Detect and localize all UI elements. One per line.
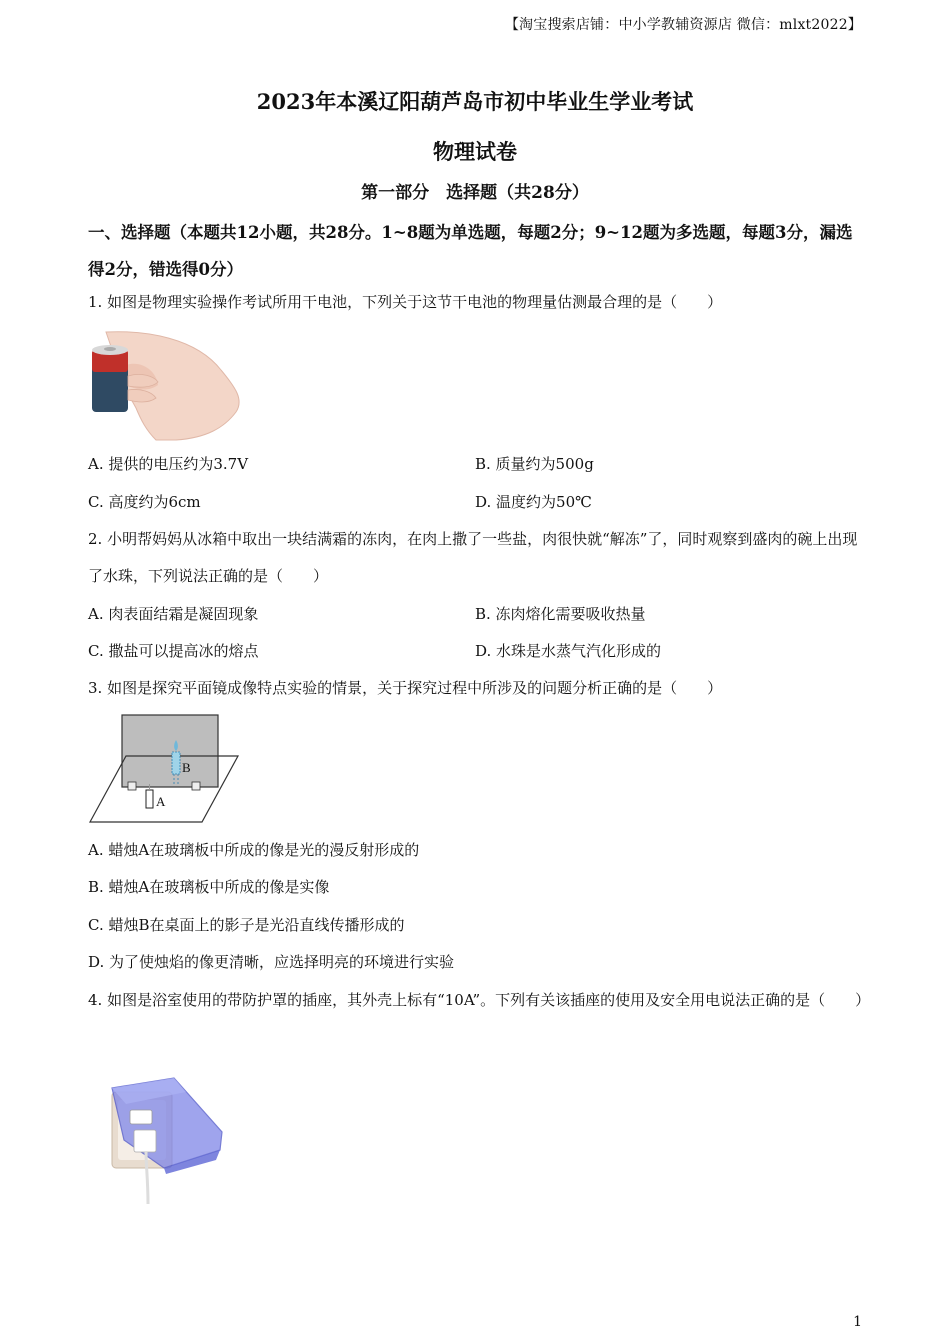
q2-option-c: C. 撒盐可以提高冰的熔点 — [88, 642, 259, 660]
question-3-stem: 3. 如图是探究平面镜成像特点实验的情景，关于探究过程中所涉及的问题分析正确的是（ ） — [88, 679, 723, 697]
battery-in-hand-figure — [86, 330, 246, 442]
header-note: 【淘宝搜索店铺：中小学教辅资源店 微信：mlxt2022】 — [504, 17, 862, 33]
candle-b-label: B — [182, 760, 191, 775]
candle-a-label: A — [156, 794, 166, 809]
question-4-stem: 4. 如图是浴室使用的带防护罩的插座，其外壳上标有“10A”。下列有关该插座的使用及安全用电说法正确的是（ ） — [88, 991, 871, 1009]
q3-option-a: A. 蜡烛A在玻璃板中所成的像是光的漫反射形成的 — [88, 841, 420, 859]
q2-option-b: B. 冻肉熔化需要吸收热量 — [475, 605, 646, 623]
q2-option-a: A. 肉表面结霜是凝固现象 — [88, 605, 259, 623]
question-2-stem: 2. 小明帮妈妈从冰箱中取出一块结满霜的冻肉，在肉上撒了一些盐，肉很快就“解冻”了，同时观察到盛肉的碗上出现了水珠，下列说法正确的是（ ） — [88, 530, 858, 585]
part-title: 第一部分 选择题（共28分） — [361, 183, 589, 203]
socket-with-cover-figure — [104, 1070, 228, 1206]
q1-option-d: D. 温度约为50℃ — [475, 493, 592, 511]
q1-option-c: C. 高度约为6cm — [88, 493, 201, 511]
page-number: 1 — [853, 1314, 862, 1330]
section-heading: 一、选择题（本题共12小题，共28分。1~8题为单选题，每题2分；9~12题为多选题，每题3分，漏选得2分，错选得0分） — [88, 223, 853, 279]
plane-mirror-figure — [86, 712, 246, 828]
q3-option-c: C. 蜡烛B在桌面上的影子是光沿直线传播形成的 — [88, 916, 405, 934]
q2-option-d: D. 水珠是水蒸气汽化形成的 — [475, 642, 662, 660]
exam-subtitle: 物理试卷 — [433, 139, 517, 164]
question-1-stem: 1. 如图是物理实验操作考试所用干电池，下列关于这节干电池的物理量估测最合理的是（ ） — [88, 293, 723, 311]
q1-option-b: B. 质量约为500g — [475, 455, 594, 473]
q3-option-b: B. 蜡烛A在玻璃板中所成的像是实像 — [88, 878, 330, 896]
q3-option-d: D. 为了使烛焰的像更清晰，应选择明亮的环境进行实验 — [88, 953, 455, 971]
q1-option-a: A. 提供的电压约为3.7V — [88, 455, 249, 473]
exam-title: 2023年本溪辽阳葫芦岛市初中毕业生学业考试 — [256, 89, 694, 114]
